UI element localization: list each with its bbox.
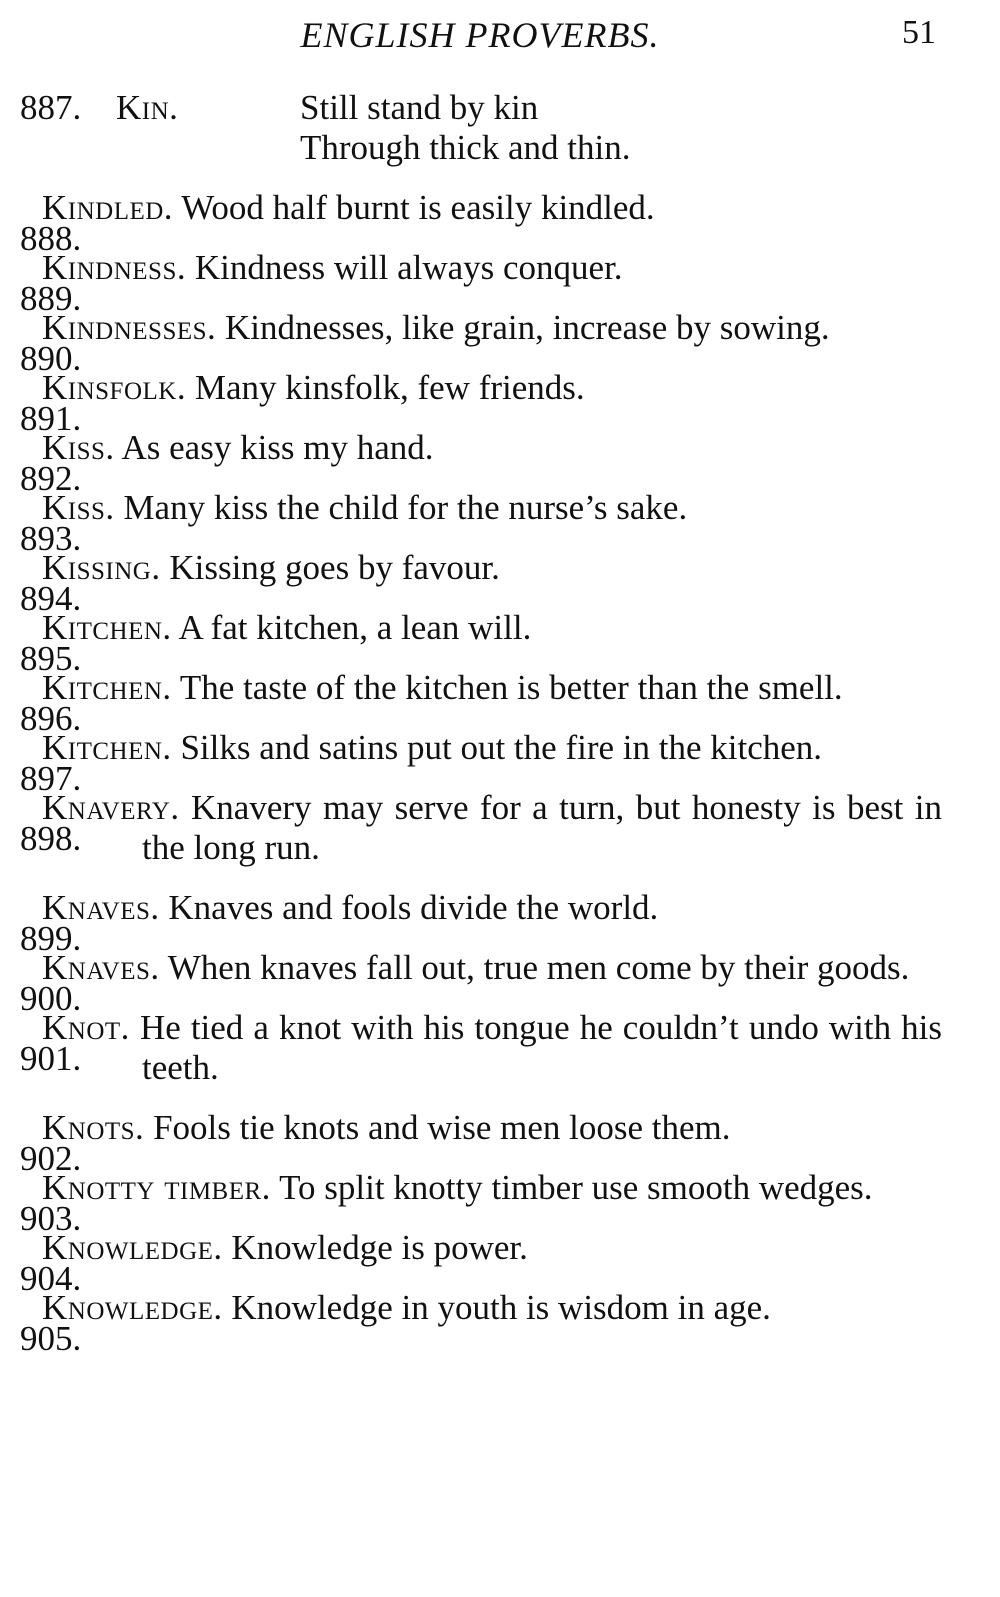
list-item bbox=[20, 248, 942, 318]
entry-number: 897. bbox=[20, 759, 82, 798]
entry-keyword: Kitchen. bbox=[42, 668, 172, 707]
list-item bbox=[20, 1108, 942, 1178]
entry-keyword: Knowledge. bbox=[42, 1288, 223, 1327]
entry-keyword: Knowledge. bbox=[42, 1228, 223, 1267]
verse-line: Through thick and thin. bbox=[300, 128, 631, 167]
entry-keyword: Knotty timber. bbox=[42, 1168, 271, 1207]
entry-number: 905. bbox=[20, 1319, 82, 1358]
entry-text: Kindnesses, like grain, increase by sowing. bbox=[225, 308, 830, 347]
list-item bbox=[20, 728, 942, 798]
entry-text: Kissing goes by favour. bbox=[169, 548, 500, 587]
list-item bbox=[20, 368, 942, 438]
list-item bbox=[20, 88, 942, 168]
entry-number: 899. bbox=[20, 919, 82, 958]
entry-keyword: Kitchen. bbox=[42, 728, 172, 767]
entry-number: 901. bbox=[20, 1039, 82, 1078]
entry-number: 896. bbox=[20, 699, 82, 738]
list-item bbox=[20, 1168, 942, 1238]
entry-keyword: Knot. bbox=[42, 1008, 130, 1047]
entry-text: The taste of the kitchen is better than the smell. bbox=[179, 668, 843, 707]
entry-keyword: Kiss. bbox=[42, 488, 115, 527]
entry-number: 904. bbox=[20, 1259, 82, 1298]
entry-keyword: Knots. bbox=[42, 1108, 145, 1147]
entry-rows bbox=[20, 188, 943, 1358]
entry-text: Knowledge in youth is wisdom in age. bbox=[231, 1288, 771, 1327]
entry-keyword: Knaves. bbox=[42, 948, 160, 987]
entry-text: Wood half burnt is easily kindled. bbox=[181, 188, 655, 227]
entry-text: When knaves fall out, true men come by their goods. bbox=[167, 948, 910, 987]
entry-number: 888. bbox=[20, 219, 82, 258]
entry-number: 895. bbox=[20, 639, 82, 678]
entry-text: Silks and satins put out the fire in the kitchen. bbox=[180, 728, 823, 767]
running-header bbox=[0, 14, 1000, 64]
list-item bbox=[20, 1228, 942, 1298]
list-item bbox=[20, 668, 942, 738]
entry-text: Knaves and fools divide the world. bbox=[168, 888, 659, 927]
entry-keyword: Kitchen. bbox=[42, 608, 172, 647]
entry-keyword: Kin. bbox=[116, 88, 179, 127]
entry-keyword: Knaves. bbox=[42, 888, 160, 927]
list-item bbox=[20, 308, 942, 378]
entry-text: Many kiss the child for the nurse’s sake. bbox=[123, 488, 688, 527]
entry-keyword: Knavery. bbox=[42, 788, 180, 827]
entry-number: 887. bbox=[20, 88, 82, 127]
list-item bbox=[20, 428, 942, 498]
list-item bbox=[20, 1288, 942, 1358]
entry-text: As easy kiss my hand. bbox=[121, 428, 434, 467]
entry-keyword: Kinsfolk. bbox=[42, 368, 187, 407]
entry-number: 893. bbox=[20, 519, 82, 558]
list-item bbox=[20, 548, 942, 618]
entry-number: 891. bbox=[20, 399, 82, 438]
entry-text: Knowledge is power. bbox=[231, 1228, 528, 1267]
entry-text: Kindness will always conquer. bbox=[194, 248, 623, 287]
entry-number: 898. bbox=[20, 819, 82, 858]
list-item bbox=[20, 608, 942, 678]
entry-number: 900. bbox=[20, 979, 82, 1018]
entry-number: 903. bbox=[20, 1199, 82, 1238]
entry-text: To split knotty timber use smooth wedges. bbox=[279, 1168, 873, 1207]
entry-verse bbox=[300, 88, 631, 168]
entry-number: 902. bbox=[20, 1139, 82, 1178]
entry-keyword: Kindled. bbox=[42, 188, 174, 227]
proverb-list bbox=[20, 88, 943, 1358]
list-item bbox=[20, 1008, 942, 1088]
entry-number: 889. bbox=[20, 279, 82, 318]
entry-keyword: Kindness. bbox=[42, 248, 187, 287]
verse-line: Still stand by kin bbox=[300, 88, 539, 127]
entry-number: 894. bbox=[20, 579, 82, 618]
list-item bbox=[20, 188, 942, 258]
list-item bbox=[20, 888, 942, 958]
entry-keyword: Kiss. bbox=[42, 428, 115, 467]
entry-number: 892. bbox=[20, 459, 82, 498]
entry-keyword: Kissing. bbox=[42, 548, 161, 587]
list-item bbox=[20, 948, 942, 1018]
entry-text: Many kinsfolk, few friends. bbox=[194, 368, 585, 407]
list-item bbox=[20, 488, 942, 558]
entry-text: Knavery may serve for a turn, but honesty is best in the long run. bbox=[142, 788, 942, 867]
page-title: ENGLISH PROVERBS. bbox=[300, 15, 660, 55]
list-item bbox=[20, 788, 942, 868]
entry-text: Fools tie knots and wise men loose them. bbox=[153, 1108, 731, 1147]
page-number: 51 bbox=[902, 14, 936, 51]
entry-number: 890. bbox=[20, 339, 82, 378]
entry-text: He tied a knot with his tongue he couldn’t undo with his teeth. bbox=[139, 1008, 943, 1087]
entry-text: A fat kitchen, a lean will. bbox=[178, 608, 532, 647]
entry-keyword: Kindnesses. bbox=[42, 308, 217, 347]
